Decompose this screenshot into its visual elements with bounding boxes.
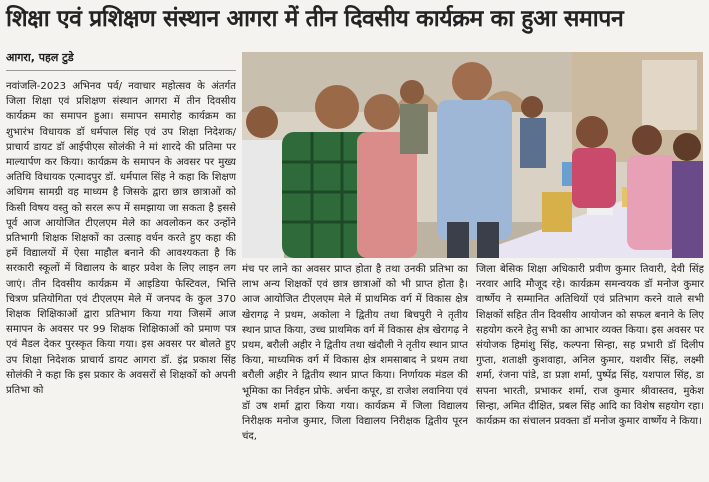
event-photo [242, 52, 703, 258]
headline: शिक्षा एवं प्रशिक्षण संस्थान आगरा में तीन दिवसीय कार्यक्रम का हुआ समापन [6, 6, 624, 32]
event-photo-icon [242, 52, 703, 258]
article-column-2: मंच पर लाने का अवसर प्राप्त होता है तथा उनकी प्रतिभा का लाभ अन्य शिक्षकों एवं छात्र छात्राओं को भी प्राप्त होता है। आज आयोजित टीएलएम मेले में प्राथमिक वर्ग में विकास क्षेत्र खेरागढ़ ने प्रथम, अकोला ने द्वितीय तथा बिचपुरी ने तृतीय स्थान प्राप्त किया, उच्च प्राथमिक वर्ग में विकास क्षेत्र खेरागढ़ ने प्रथम, बरौली अहीर ने द्वितीय तथा खंदौली ने तृतीय स्थान प्राप्त किया, माध्यमिक वर्ग में विकास क्षेत्र शमसाबाद ने प्रथम तथा बरौली अहीर ने द्वितीय स्थान प्राप्त किया। निर्णायक मंडल की भूमिका का निर्वहन प्रोफे. अर्चना कपूर, डा राजेश लवानिया एवं डॉ उष शर्मा द्वारा किया गया। कार्यक्रम में जिला विद्यालय निरीक्षक मनोज कुमार, जिला विद्यालय निरीक्षक द्वितीय पूरन चंद, [242, 264, 468, 443]
dateline-rule [6, 70, 236, 71]
article-column-3: जिला बेसिक शिक्षा अधिकारी प्रवीण कुमार तिवारी, देवी सिंह नरवार आदि मौजूद रहे। कार्यक्रम समन्वयक डॉ मनोज कुमार वार्ष्णेय ने सम्मानित अतिथियों एवं प्रतिभाग करने वाले सभी शिक्षकों सहित तीन दिवसीय आयोजन को सफल बनाने के लिए सहयोग करने हेतु सभी का आभार व्यक्त किया। इस अवसर पर संयोजक हिमांशु सिंह, कल्पना सिन्हा, सह प्रभारी डॉ दिलीप गुप्ता, शताक्षी कुशवाहा, अनिल कुमार, यशवीर सिंह, लक्ष्मी शर्मा, रंजना पांडे, डा प्रज्ञा शर्मा, पुष्पेंद्र सिंह, यशपाल सिंह, डा सपना भारती, प्रभाकर शर्मा, राज कुमार श्रीवास्तव, मुकेश सिन्हा, अमित दीक्षित, प्रबल सिंह आदि का विशेष सहयोग रहा। कार्यक्रम का संचालन प्रवक्ता डॉ मनोज कुमार वार्ष्णेय ने किया। [476, 264, 704, 428]
dateline: आगरा, पहल टुडे [6, 51, 74, 64]
article-column-1: नवांजलि-2023 अभिनव पर्व/ नवाचार महोत्सव के अंतर्गत जिला शिक्षा एवं प्रशिक्षण संस्थान आगरा में तीन दिवसीय कार्यक्रम का समापन हुआ। समापन समारोह कार्यक्रम का शुभारंभ विधायक डॉ धर्मपाल सिंह एवं उप शिक्षा निदेशक/ प्राचार्य डायट डॉ आईपीएस सोलंकी ने मां शारदे की प्रतिमा पर माल्यार्पण कर किया। कार्यक्रम के समापन के अवसर पर मुख्य अतिथि विधायक एत्मादपुर डॉ. धर्मपाल सिंह ने कहा कि शिक्षण अधिगम सामग्री वह माध्यम है जिसके द्वारा छात्र छात्राओं को किसी विषय वस्तु को सरल रूप में समझाया जा सकता है इससे पूर्व आज आयोजित टीएलएम मेले का अवलोकन कर उन्होंने प्रतिभागी शिक्षक शिक्षकों का उत्साह वर्धन करते हुए कहा की हमें विद्यालयों में ऐसा माहौल बनाने की आवश्यकता है कि सरकारी स्कूलों में विद्यालय के बाहर प्रवेश के लिए लाइन लग जाएं। तीन दिवसीय कार्यक्रम में आइडिया फेस्टिवल, भित्ति चित्रण प्रतियोगिता एवं टीएलएम मेले में जनपद के कुल 370 शिक्षक शिक्षिकाओं द्वारा प्रतिभाग किया गया जिसमें आज समापन के अवसर पर 99 शिक्षक शिक्षिकाओं को प्रमाण पत्र एवं मैडल देकर पुरस्कृत किया गया। इस अवसर पर बोलते हुए उप शिक्षा निदेशक प्राचार्य डायट आगरा डॉ. इंद्र प्रकाश सिंह सोलंकी ने कहा कि इस प्रकार के अवसरों से शिक्षकों को अपनी प्रतिभा को [6, 81, 236, 397]
